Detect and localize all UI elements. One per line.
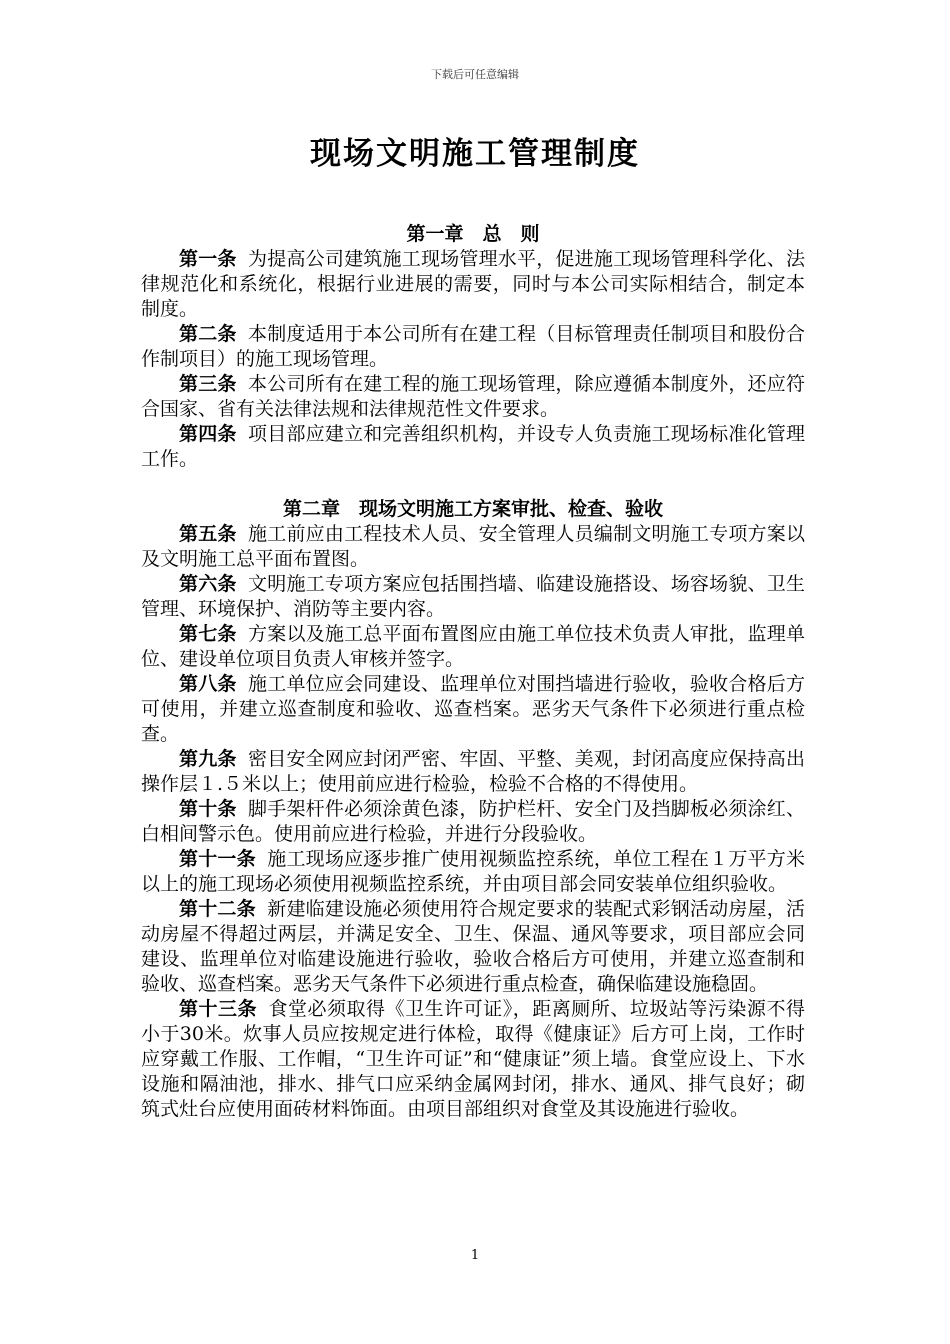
- article-number: 第十一条: [179, 848, 256, 870]
- article: [141, 247, 805, 322]
- document-title: 现场文明施工管理制度: [310, 136, 640, 172]
- article: [141, 422, 805, 472]
- article-text: 本公司所有在建工程的施工现场管理，除应遵循本制度外，还应符合国家、省有关法律法规和法律规范性文件要求。: [141, 373, 805, 420]
- article-text: 密目安全网应封闭严密、牢固、平整、美观，封闭高度应保持高出操作层１.５米以上；使用前应进行检验，检验不合格的不得使用。: [141, 748, 805, 795]
- page-number: 1: [470, 1248, 480, 1263]
- article: [141, 322, 805, 372]
- article-number: 第六条: [179, 573, 237, 595]
- header-note: 下载后可任意编辑: [431, 68, 519, 81]
- article-text: 食堂必须取得《卫生许可证》，距离厕所、垃圾站等污染源不得小于30米。炊事人员应按规定进行体检，取得《健康证》后方可上岗，工作时应穿戴工作服、工作帽，“卫生许可证”和“健康证”须上墙。食堂应设上、下水设施和隔油池，排水、排气口应采纳金属网封闭，排水、通风、排气良好；砌筑式灶台应使用面砖材料饰面。由项目部组织对食堂及其设施进行验收。: [141, 998, 805, 1120]
- article-number: 第四条: [179, 423, 237, 445]
- document-body: [141, 222, 805, 1122]
- article-text: 文明施工专项方案应包括围挡墙、临建设施搭设、场容场貌、卫生管理、环境保护、消防等主要内容。: [141, 573, 805, 620]
- article: [141, 847, 805, 897]
- article-number: 第八条: [179, 673, 237, 695]
- article-number: 第二条: [179, 323, 237, 345]
- article-text: 为提高公司建筑施工现场管理水平，促进施工现场管理科学化、法律规范化和系统化，根据行业进展的需要，同时与本公司实际相结合，制定本制度。: [141, 248, 805, 320]
- article-number: 第五条: [179, 523, 237, 545]
- article-number: 第七条: [179, 623, 237, 645]
- article-number: 第九条: [179, 748, 237, 770]
- article-number: 第十二条: [179, 898, 256, 920]
- chapter-heading: 第一章 总 则: [406, 223, 540, 245]
- article-text: 施工前应由工程技术人员、安全管理人员编制文明施工专项方案以及文明施工总平面布置图。: [141, 523, 805, 570]
- chapter-heading: 第二章 现场文明施工方案审批、检查、验收: [282, 498, 663, 520]
- article-text: 方案以及施工总平面布置图应由施工单位技术负责人审批，监理单位、建设单位项目负责人审核并签字。: [141, 623, 805, 670]
- article-text: 新建临建设施必须使用符合规定要求的装配式彩钢活动房屋，活动房屋不得超过两层，并满足安全、卫生、保温、通风等要求，项目部应会同建设、监理单位对临建设施进行验收，验收合格后方可使用，并建立巡查制和验收、巡查档案。恶劣天气条件下必须进行重点检查，确保临建设施稳固。: [141, 898, 805, 995]
- article: [141, 622, 805, 672]
- article: [141, 747, 805, 797]
- article-number: 第三条: [179, 373, 237, 395]
- article: [141, 897, 805, 997]
- article: [141, 797, 805, 847]
- article: [141, 997, 805, 1122]
- article-text: 项目部应建立和完善组织机构，并设专人负责施工现场标准化管理工作。: [141, 423, 805, 470]
- article-text: 本制度适用于本公司所有在建工程（目标管理责任制项目和股份合作制项目）的施工现场管理。: [141, 323, 805, 370]
- article: [141, 372, 805, 422]
- article-text: 脚手架杆件必须涂黄色漆，防护栏杆、安全门及挡脚板必须涂红、白相间警示色。使用前应进行检验，并进行分段验收。: [141, 798, 805, 845]
- article: [141, 522, 805, 572]
- article-number: 第十条: [179, 798, 237, 820]
- article-number: 第十三条: [179, 998, 258, 1020]
- article-text: 施工单位应会同建设、监理单位对围挡墙进行验收，验收合格后方可使用，并建立巡查制度和验收、巡查档案。恶劣天气条件下必须进行重点检查。: [141, 673, 805, 745]
- article: [141, 572, 805, 622]
- article-text: 施工现场应逐步推广使用视频监控系统，单位工程在１万平方米以上的施工现场必须使用视频监控系统，并由项目部会同安装单位组织验收。: [141, 848, 805, 895]
- article-number: 第一条: [179, 248, 237, 270]
- article: [141, 672, 805, 747]
